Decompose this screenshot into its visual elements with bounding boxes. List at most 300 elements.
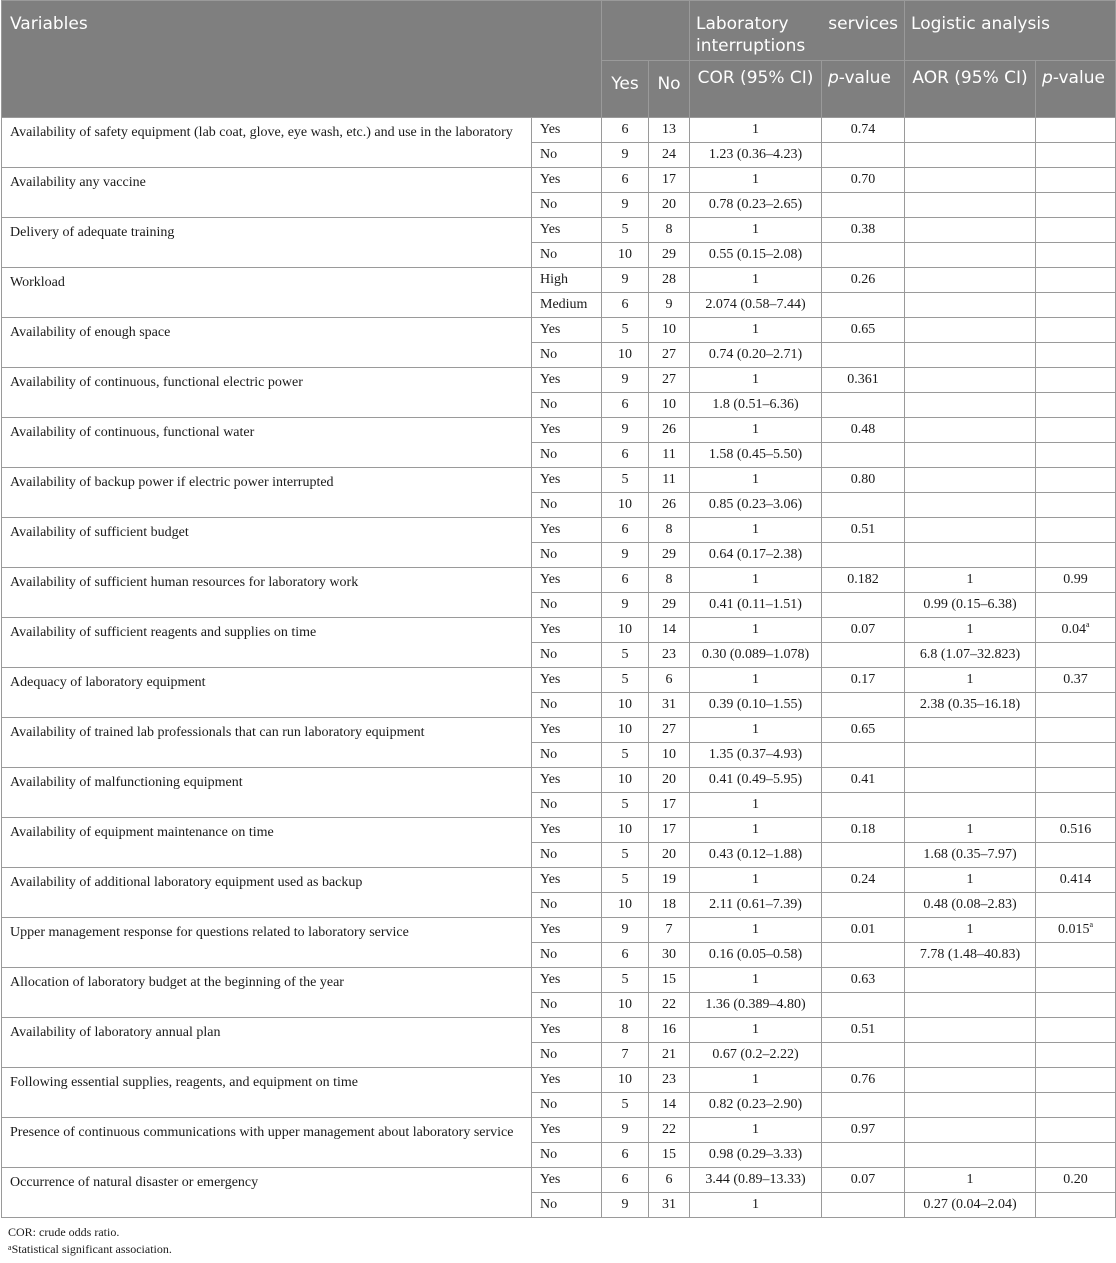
no-count-text: 14 <box>662 622 676 637</box>
response-value-text: Yes <box>540 1022 561 1037</box>
no-count-text: 27 <box>662 372 676 387</box>
no-count <box>649 918 690 943</box>
variable-name: Availability of trained lab professionals that can run laboratory equipment <box>2 718 532 768</box>
no-count-text: 17 <box>662 797 676 812</box>
no-count-text: 31 <box>662 1197 676 1212</box>
no-count <box>649 668 690 693</box>
cor-p-value <box>822 1168 905 1193</box>
cor-ci-text: 1 <box>752 372 759 387</box>
yes-count <box>602 768 649 793</box>
no-count-text: 22 <box>662 997 676 1012</box>
no-count-text: 29 <box>662 597 676 612</box>
yes-count <box>602 168 649 193</box>
aor-ci <box>905 468 1036 493</box>
cor-ci-text: 2.11 (0.61–7.39) <box>709 897 802 912</box>
aor-ci <box>905 768 1036 793</box>
response-value <box>532 868 602 893</box>
yes-count <box>602 1118 649 1143</box>
response-value-text: No <box>540 247 558 262</box>
aor-ci <box>905 343 1036 368</box>
yes-count <box>602 343 649 368</box>
no-count <box>649 543 690 568</box>
no-count <box>649 418 690 443</box>
variable-name: Availability of equipment maintenance on time <box>2 818 532 868</box>
response-value <box>532 343 602 368</box>
response-value <box>532 843 602 868</box>
cor-ci <box>690 743 822 768</box>
yes-count-text: 9 <box>621 1122 629 1137</box>
aor-p-value <box>1036 718 1116 743</box>
aor-p-value-text: 0.99 <box>1063 572 1088 587</box>
aor-ci <box>905 193 1036 218</box>
aor-ci <box>905 718 1036 743</box>
yes-count <box>602 1143 649 1168</box>
header-p-suffix: -value <box>838 68 891 88</box>
aor-p-value <box>1036 518 1116 543</box>
yes-count-text: 9 <box>621 547 629 562</box>
response-value-text: Yes <box>540 622 561 637</box>
cor-ci <box>690 1168 822 1193</box>
variable-name: Delivery of adequate training <box>2 218 532 268</box>
table-row <box>2 618 1116 643</box>
cor-p-value <box>822 143 905 168</box>
no-count-text: 6 <box>665 1172 673 1187</box>
response-value <box>532 993 602 1018</box>
response-value-text: Yes <box>540 722 561 737</box>
yes-count <box>602 418 649 443</box>
yes-count-text: 10 <box>618 997 632 1012</box>
cor-p-value <box>822 568 905 593</box>
response-value-text: Yes <box>540 572 561 587</box>
cor-ci-text: 2.074 (0.58–7.44) <box>705 297 806 312</box>
no-count-text: 27 <box>662 722 676 737</box>
cor-ci-text: 1 <box>752 272 759 287</box>
no-count-text: 17 <box>662 822 676 837</box>
yes-count <box>602 1193 649 1218</box>
cor-ci-text: 1 <box>752 872 759 887</box>
response-value-text: No <box>540 497 558 512</box>
cor-p-value <box>822 268 905 293</box>
response-value-text: No <box>540 147 558 162</box>
response-value-text: Yes <box>540 772 561 787</box>
yes-count <box>602 518 649 543</box>
aor-p-value <box>1036 1143 1116 1168</box>
response-value-text: No <box>540 797 558 812</box>
response-value-text: No <box>540 1197 558 1212</box>
yes-count <box>602 643 649 668</box>
aor-p-value <box>1036 793 1116 818</box>
response-value <box>532 168 602 193</box>
cor-p-value-text: 0.65 <box>850 322 876 337</box>
cor-ci <box>690 843 822 868</box>
table-row <box>2 518 1116 543</box>
cor-ci <box>690 1018 822 1043</box>
response-value <box>532 568 602 593</box>
aor-p-value <box>1036 1168 1116 1193</box>
cor-ci-text: 1 <box>752 822 759 837</box>
cor-ci-text: 1 <box>752 1197 759 1212</box>
cor-p-value <box>822 643 905 668</box>
no-count-text: 8 <box>665 572 673 587</box>
cor-ci <box>690 418 822 443</box>
response-value <box>532 1193 602 1218</box>
cor-ci <box>690 1118 822 1143</box>
cor-ci-text: 1 <box>752 222 759 237</box>
aor-p-value <box>1036 843 1116 868</box>
header-no: No <box>649 61 690 118</box>
cor-p-value-text: 0.70 <box>850 172 876 187</box>
aor-p-value <box>1036 118 1116 143</box>
cor-ci <box>690 918 822 943</box>
response-value-text: Yes <box>540 372 561 387</box>
cor-ci <box>690 318 822 343</box>
cor-ci <box>690 643 822 668</box>
no-count <box>649 143 690 168</box>
no-count <box>649 618 690 643</box>
cor-p-value <box>822 868 905 893</box>
table-row <box>2 868 1116 893</box>
cor-ci-text: 1 <box>752 797 759 812</box>
cor-ci-text: 0.16 (0.05–0.58) <box>708 947 803 962</box>
aor-ci <box>905 643 1036 668</box>
cor-p-value <box>822 443 905 468</box>
aor-ci-text: 6.8 (1.07–32.823) <box>919 647 1021 662</box>
header-lab-interruptions: Laboratory services interruptions <box>690 1 905 61</box>
yes-count-text: 5 <box>621 872 629 887</box>
cor-ci <box>690 1068 822 1093</box>
cor-ci-text: 0.41 (0.49–5.95) <box>708 772 803 787</box>
no-count-text: 21 <box>662 1047 676 1062</box>
aor-ci <box>905 893 1036 918</box>
no-count <box>649 793 690 818</box>
aor-p-value <box>1036 1018 1116 1043</box>
cor-p-value-text: 0.07 <box>850 622 876 637</box>
response-value <box>532 643 602 668</box>
response-value <box>532 218 602 243</box>
aor-ci <box>905 143 1036 168</box>
cor-ci-text: 1 <box>752 722 759 737</box>
header-p-letter: p <box>828 68 839 88</box>
yes-count-text: 5 <box>621 472 629 487</box>
aor-p-value <box>1036 218 1116 243</box>
cor-p-value <box>822 1093 905 1118</box>
response-value <box>532 1093 602 1118</box>
variable-name: Allocation of laboratory budget at the beginning of the year <box>2 968 532 1018</box>
no-count <box>649 343 690 368</box>
response-value <box>532 818 602 843</box>
aor-p-value <box>1036 668 1116 693</box>
aor-p-value <box>1036 1118 1116 1143</box>
cor-p-value <box>822 393 905 418</box>
cor-p-value <box>822 468 905 493</box>
aor-ci <box>905 318 1036 343</box>
yes-count-text: 6 <box>621 447 629 462</box>
footnote-marker: a <box>8 1243 12 1252</box>
header-variables: Variables <box>2 1 602 118</box>
header-logistic-analysis: Logistic analysis <box>905 1 1116 61</box>
cor-ci <box>690 993 822 1018</box>
aor-ci <box>905 418 1036 443</box>
footnote-cor: COR: crude odds ratio. <box>8 1225 120 1239</box>
cor-p-value <box>822 193 905 218</box>
response-value <box>532 768 602 793</box>
aor-ci <box>905 793 1036 818</box>
aor-p-value <box>1036 418 1116 443</box>
variable-name: Presence of continuous communications with upper management about laboratory service <box>2 1118 532 1168</box>
aor-p-value-text: 0.516 <box>1059 822 1092 837</box>
aor-ci <box>905 1068 1036 1093</box>
response-value-text: Yes <box>540 672 561 687</box>
yes-count <box>602 1068 649 1093</box>
cor-p-value <box>822 593 905 618</box>
table-row <box>2 368 1116 393</box>
aor-ci-text: 0.99 (0.15–6.38) <box>923 597 1017 612</box>
variable-name: Availability of malfunctioning equipment <box>2 768 532 818</box>
cor-p-value <box>822 893 905 918</box>
response-value <box>532 1068 602 1093</box>
response-value <box>532 1168 602 1193</box>
no-count-text: 10 <box>662 747 676 762</box>
table-row <box>2 118 1116 143</box>
response-value-text: Yes <box>540 872 561 887</box>
yes-count <box>602 268 649 293</box>
table-row <box>2 1118 1116 1143</box>
no-count-text: 8 <box>665 222 673 237</box>
cor-p-value-text: 0.48 <box>850 422 876 437</box>
variable-name: Adequacy of laboratory equipment <box>2 668 532 718</box>
aor-p-value <box>1036 868 1116 893</box>
cor-ci <box>690 168 822 193</box>
cor-ci <box>690 268 822 293</box>
cor-p-value <box>822 793 905 818</box>
cor-ci <box>690 393 822 418</box>
aor-ci <box>905 618 1036 643</box>
no-count <box>649 1093 690 1118</box>
no-count <box>649 168 690 193</box>
cor-p-value <box>822 668 905 693</box>
response-value <box>532 1118 602 1143</box>
table-row <box>2 1018 1116 1043</box>
aor-p-value <box>1036 893 1116 918</box>
no-count <box>649 718 690 743</box>
no-count-text: 16 <box>662 1022 676 1037</box>
header-blank <box>602 1 690 61</box>
response-value <box>532 443 602 468</box>
yes-count-text: 9 <box>621 372 629 387</box>
results-table <box>1 0 1116 1218</box>
cor-ci-text: 1 <box>752 622 759 637</box>
cor-ci-text: 0.64 (0.17–2.38) <box>708 547 803 562</box>
cor-ci <box>690 943 822 968</box>
aor-p-value <box>1036 193 1116 218</box>
no-count-text: 9 <box>665 297 673 312</box>
yes-count <box>602 218 649 243</box>
cor-p-value <box>822 118 905 143</box>
no-count-text: 19 <box>662 872 676 887</box>
cor-p-value <box>822 343 905 368</box>
yes-count <box>602 868 649 893</box>
aor-ci-text: 0.27 (0.04–2.04) <box>923 1197 1017 1212</box>
header-p-suffix: -value <box>1052 68 1105 88</box>
yes-count-text: 8 <box>621 1022 629 1037</box>
cor-ci <box>690 543 822 568</box>
response-value <box>532 418 602 443</box>
cor-ci-text: 0.85 (0.23–3.06) <box>708 497 803 512</box>
table-row <box>2 318 1116 343</box>
cor-ci-text: 0.78 (0.23–2.65) <box>708 197 803 212</box>
response-value-text: No <box>540 847 558 862</box>
response-value-text: No <box>540 947 558 962</box>
yes-count-text: 9 <box>621 422 629 437</box>
cor-ci-text: 3.44 (0.89–13.33) <box>705 1172 806 1187</box>
aor-p-value <box>1036 943 1116 968</box>
response-value-text: Yes <box>540 222 561 237</box>
cor-ci <box>690 718 822 743</box>
variable-name: Availability of continuous, functional water <box>2 418 532 468</box>
table-row <box>2 268 1116 293</box>
cor-ci-text: 1 <box>752 522 759 537</box>
variable-name: Following essential supplies, reagents, and equipment on time <box>2 1068 532 1118</box>
variable-name: Upper management response for questions related to laboratory service <box>2 918 532 968</box>
cor-ci <box>690 193 822 218</box>
no-count-text: 20 <box>662 197 676 212</box>
response-value <box>532 368 602 393</box>
yes-count-text: 5 <box>621 1097 629 1112</box>
yes-count <box>602 1093 649 1118</box>
cor-p-value <box>822 943 905 968</box>
no-count-text: 29 <box>662 547 676 562</box>
variable-name: Availability of sufficient reagents and supplies on time <box>2 618 532 668</box>
cor-p-value <box>822 843 905 868</box>
response-value-text: No <box>540 347 558 362</box>
response-value <box>532 1143 602 1168</box>
aor-p-value <box>1036 468 1116 493</box>
aor-ci <box>905 218 1036 243</box>
cor-p-value <box>822 218 905 243</box>
aor-ci <box>905 168 1036 193</box>
cor-p-value <box>822 1118 905 1143</box>
no-count-text: 18 <box>662 897 676 912</box>
response-value <box>532 668 602 693</box>
aor-ci <box>905 1018 1036 1043</box>
cor-ci-text: 1 <box>752 572 759 587</box>
response-value-text: No <box>540 197 558 212</box>
no-count-text: 28 <box>662 272 676 287</box>
cor-p-value <box>822 543 905 568</box>
aor-ci-text: 2.38 (0.35–16.18) <box>919 697 1021 712</box>
response-value-text: No <box>540 747 558 762</box>
aor-ci <box>905 1143 1036 1168</box>
variable-name: Availability of continuous, functional electric power <box>2 368 532 418</box>
aor-ci <box>905 843 1036 868</box>
cor-p-value-text: 0.51 <box>850 522 876 537</box>
aor-ci-text: 1 <box>966 622 974 637</box>
table-row <box>2 1068 1116 1093</box>
yes-count-text: 5 <box>621 972 629 987</box>
yes-count-text: 6 <box>621 1172 629 1187</box>
no-count-text: 15 <box>662 1147 676 1162</box>
response-value <box>532 943 602 968</box>
aor-ci <box>905 268 1036 293</box>
no-count-text: 10 <box>662 397 676 412</box>
aor-ci <box>905 118 1036 143</box>
aor-ci <box>905 668 1036 693</box>
aor-ci <box>905 243 1036 268</box>
variable-name: Workload <box>2 268 532 318</box>
aor-p-value <box>1036 693 1116 718</box>
cor-ci <box>690 243 822 268</box>
cor-ci-text: 0.55 (0.15–2.08) <box>708 247 803 262</box>
aor-p-value <box>1036 543 1116 568</box>
cor-ci <box>690 1043 822 1068</box>
aor-p-value <box>1036 618 1116 643</box>
response-value <box>532 393 602 418</box>
variable-name: Availability of sufficient human resources for laboratory work <box>2 568 532 618</box>
yes-count-text: 10 <box>618 497 632 512</box>
cor-p-value <box>822 1068 905 1093</box>
cor-ci-text: 1.36 (0.389–4.80) <box>705 997 806 1012</box>
response-value <box>532 718 602 743</box>
response-value <box>532 243 602 268</box>
no-count <box>649 818 690 843</box>
aor-p-value <box>1036 143 1116 168</box>
yes-count-text: 10 <box>618 822 632 837</box>
response-value-text: No <box>540 1147 558 1162</box>
cor-ci-text: 1 <box>752 1072 759 1087</box>
yes-count-text: 6 <box>621 397 629 412</box>
aor-ci <box>905 1043 1036 1068</box>
aor-p-value <box>1036 243 1116 268</box>
variable-name: Availability of enough space <box>2 318 532 368</box>
no-count <box>649 443 690 468</box>
table-row <box>2 718 1116 743</box>
cor-ci-text: 0.74 (0.20–2.71) <box>708 347 803 362</box>
response-value-text: Yes <box>540 972 561 987</box>
cor-ci <box>690 818 822 843</box>
variable-name: Availability of sufficient budget <box>2 518 532 568</box>
no-count-text: 27 <box>662 347 676 362</box>
cor-ci-text: 1 <box>752 322 759 337</box>
response-value-text: Yes <box>540 422 561 437</box>
aor-ci-text: 1 <box>966 1172 974 1187</box>
aor-ci-text: 1 <box>966 822 974 837</box>
response-value <box>532 193 602 218</box>
cor-p-value <box>822 768 905 793</box>
aor-p-value <box>1036 768 1116 793</box>
aor-ci <box>905 968 1036 993</box>
yes-count-text: 6 <box>621 172 629 187</box>
cor-ci <box>690 968 822 993</box>
yes-count <box>602 493 649 518</box>
aor-ci-text: 1 <box>966 572 974 587</box>
cor-p-value <box>822 1018 905 1043</box>
aor-p-value <box>1036 968 1116 993</box>
no-count <box>649 1068 690 1093</box>
aor-p-value-text: 0.414 <box>1059 872 1092 887</box>
response-value <box>532 693 602 718</box>
aor-p-value <box>1036 918 1116 943</box>
no-count <box>649 843 690 868</box>
table-row <box>2 768 1116 793</box>
table-row <box>2 818 1116 843</box>
response-value <box>532 968 602 993</box>
cor-p-value <box>822 493 905 518</box>
table-row <box>2 468 1116 493</box>
cor-ci-text: 1 <box>752 672 759 687</box>
response-value-text: No <box>540 647 558 662</box>
aor-p-value <box>1036 818 1116 843</box>
yes-count <box>602 718 649 743</box>
